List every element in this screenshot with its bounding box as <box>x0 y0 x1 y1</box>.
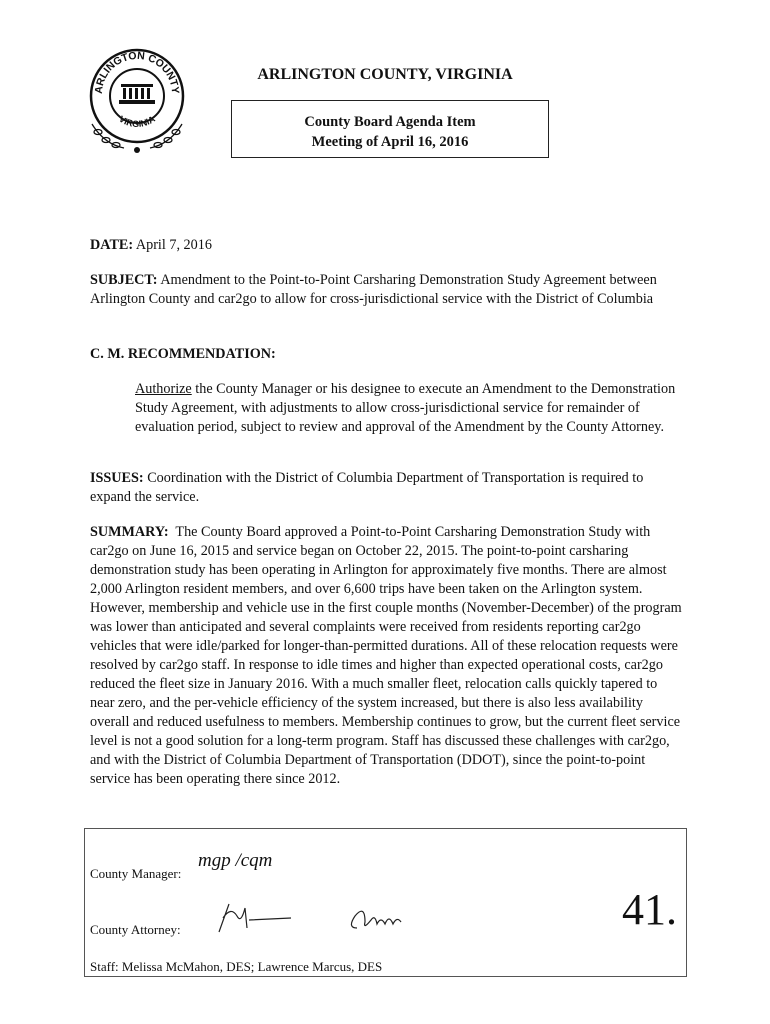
agenda-item-number: 41. <box>622 885 677 934</box>
county-attorney-label: County Attorney: <box>90 922 181 937</box>
county-attorney-signature <box>215 898 415 938</box>
summary-section <box>90 523 682 789</box>
seal-text-top: ARLINGTON COUNTY <box>92 49 182 95</box>
date-section <box>90 236 682 255</box>
staff-line: Staff: Melissa McMahon, DES; Lawrence Marcus, DES <box>90 959 383 974</box>
recommendation-heading: C. M. RECOMMENDATION: <box>90 346 276 362</box>
document-title: ARLINGTON COUNTY, VIRGINIA <box>257 66 513 83</box>
recommendation-keyword: Authorize <box>135 381 192 397</box>
agenda-item-line: County Board Agenda Item <box>304 114 476 130</box>
issues-text: Coordination with the District of Columbia Department of Transportation is required to expand the service. <box>90 470 644 505</box>
svg-text:VIRGINIA <box>117 114 157 130</box>
meeting-date-line: Meeting of April 16, 2016 <box>311 134 469 150</box>
issues-section <box>90 469 682 507</box>
subject-label: SUBJECT: <box>90 272 158 288</box>
agenda-item-box <box>231 100 549 158</box>
recommendation-text: the County Manager or his designee to execute an Amendment to the Demonstration Study Agreement, with adjustments to allow cross-jurisdictional service for remainder of evaluation period, subject to review and approval of the Amendment by the County Attorney. <box>135 381 676 435</box>
summary-text: The County Board approved a Point-to-Point Carsharing Demonstration Study with car2go on June 16, 2015 and service began on October 22, 2015. The point-to-point carsharing demonstration study has been operating in Arlington for approximately five months. There are almost 2,000 Arlington resident members, and over 6,600 trips have been taken on the Arlington system. However, membership and vehicle use in the first couple months (November-December) of the program was lower than anticipated and several complaints were received from residents reporting car2go vehicles that were idle/parked for longer-than-permitted durations. All of these relocation requests were resolved by car2go staff. In response to idle times and higher than expected operational costs, car2go reduced the fleet size in January 2016. With a much smaller fleet, relocation calls quickly tapered to near zero, and the per-vehicle efficiency of the system increased, but there is also less availability overall and reduced usefulness to members. Membership continues to grow, but the current fleet service level is not a good solution for a long-term program. Staff has discussed these challenges with car2go, and with the District of Columbia Department of Transportation (DDOT), since the point-to-point service has been operating there since 2012. <box>90 524 682 787</box>
date-label: DATE: <box>90 237 134 253</box>
summary-label: SUMMARY: <box>90 524 169 540</box>
seal-text-bottom: VIRGINIA <box>117 113 157 130</box>
date-value: April 7, 2016 <box>135 237 212 253</box>
svg-text:ARLINGTON COUNTY <box>93 50 181 94</box>
subject-section <box>90 271 682 309</box>
county-manager-label: County Manager: <box>90 866 182 881</box>
subject-text: Amendment to the Point-to-Point Carsharing Demonstration Study Agreement between Arlington County and car2go to allow for cross-jurisdictional service with the District of Columbia <box>90 272 657 307</box>
county-manager-signature: mgp /cqm <box>198 850 273 871</box>
recommendation-section <box>135 380 681 437</box>
issues-label: ISSUES: <box>90 470 144 486</box>
county-seal <box>84 44 190 156</box>
